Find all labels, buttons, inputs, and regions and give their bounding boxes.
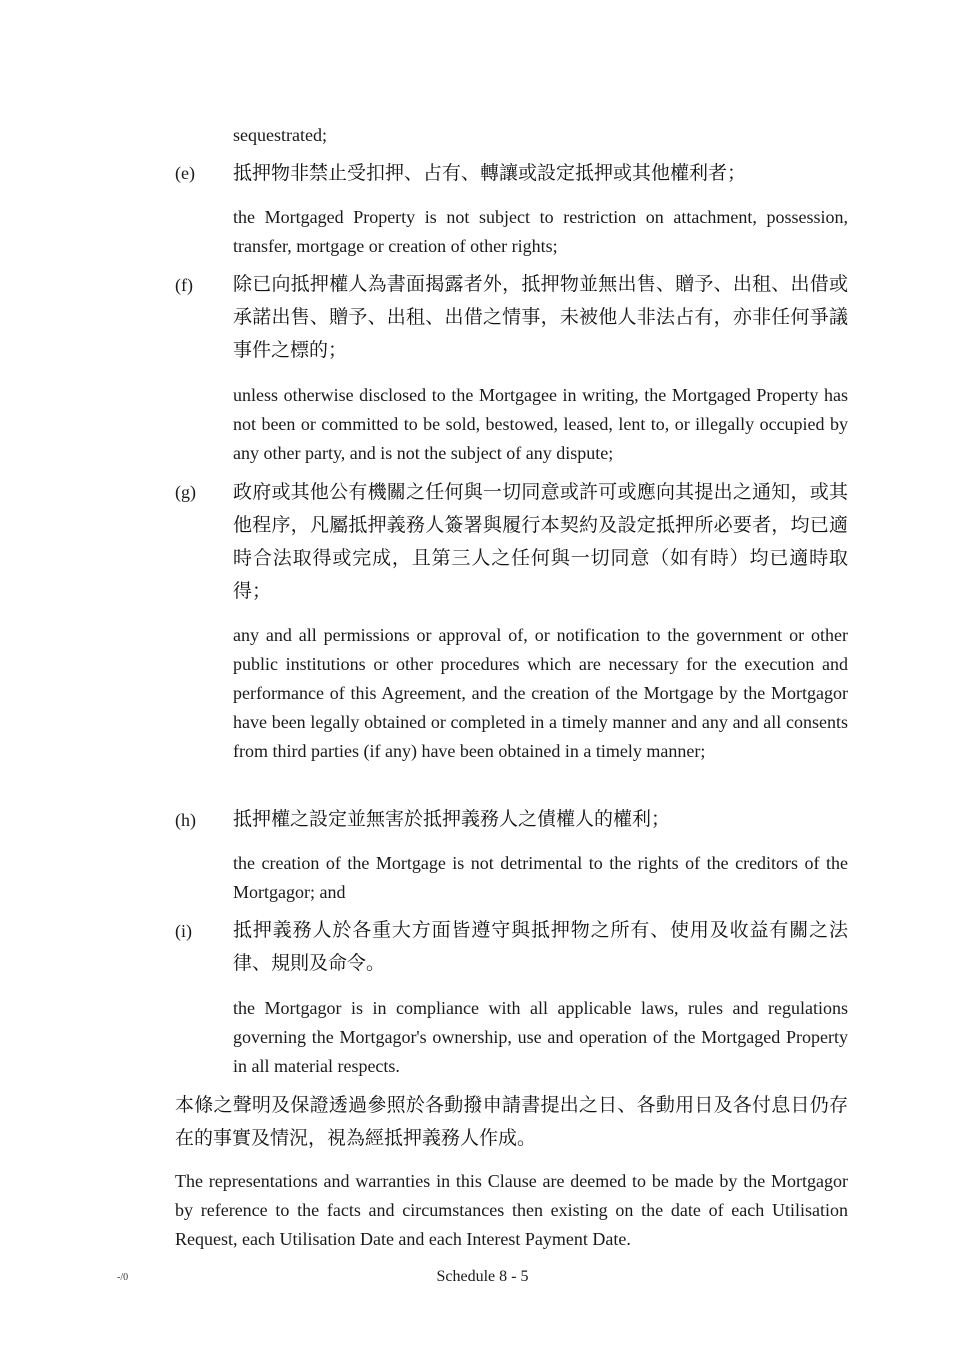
item-i-zh: 抵押義務人於各重大方面皆遵守與抵押物之所有、使用及收益有關之法律、規則及命令。 xyxy=(233,919,848,974)
item-e-en: the Mortgaged Property is not subject to restriction on attachment, possession, transfer, mortgage or creation of other rights; xyxy=(233,207,848,256)
item-f-label: (f) xyxy=(175,275,193,295)
item-g-label: (g) xyxy=(175,482,196,502)
item-h-label: (h) xyxy=(175,810,196,830)
item-f-en: unless otherwise disclosed to the Mortgagee in writing, the Mortgaged Property has not been or committed to be sold, bestowed, leased, lent to, or illegally occupied by any other party, and is not the subject of any dispute; xyxy=(233,385,848,463)
item-i-en: the Mortgagor is in compliance with all applicable laws, rules and regulations governing the Mortgagor's ownership, use and operation of the Mortgaged Property in all material respects. xyxy=(233,998,848,1076)
footer-left-mark: -/0 xyxy=(117,1272,129,1283)
item-h-en: the creation of the Mortgage is not detrimental to the rights of the creditors of the Mortgagor; and xyxy=(233,853,848,902)
closing-en: The representations and warranties in this Clause are deemed to be made by the Mortgagor by reference to the facts and circumstances then existing on the date of each Utilisation Request, each Utilisation Date and each Interest Payment Date. xyxy=(175,1171,848,1249)
item-e-zh: 抵押物非禁止受扣押、占有、轉讓或設定抵押或其他權利者； xyxy=(233,162,747,184)
footer-page-label: Schedule 8 - 5 xyxy=(436,1268,529,1285)
top-fragment: sequestrated; xyxy=(233,125,327,145)
item-i-label: (i) xyxy=(175,921,192,941)
item-e-label: (e) xyxy=(175,163,195,183)
item-f-zh: 除已向抵押權人為書面揭露者外，抵押物並無出售、贈予、出租、出借或承諾出售、贈予、出租、出借之情事，未被他人非法占有，亦非任何爭議事件之標的； xyxy=(233,273,848,361)
item-g-zh: 政府或其他公有機關之任何與一切同意或許可或應向其提出之通知，或其他程序，凡屬抵押義務人簽署與履行本契約及設定抵押所必要者，均已適時合法取得或完成，且第三人之任何與一切同意（如有時）均已適時取得； xyxy=(233,481,848,602)
item-h-zh: 抵押權之設定並無害於抵押義務人之債權人的權利； xyxy=(233,808,671,830)
item-g-en: any and all permissions or approval of, or notification to the government or other public institutions or other procedures which are necessary for the execution and performance of this Agreement, and the creation of the Mortgage by the Mortgagor have been legally obtained or completed in a timely manner and any and all consents from third parties (if any) have been obtained in a timely manner; xyxy=(233,625,848,761)
closing-zh: 本條之聲明及保證透過參照於各動撥申請書提出之日、各動用日及各付息日仍存在的事實及情況，視為經抵押義務人作成。 xyxy=(175,1094,848,1149)
